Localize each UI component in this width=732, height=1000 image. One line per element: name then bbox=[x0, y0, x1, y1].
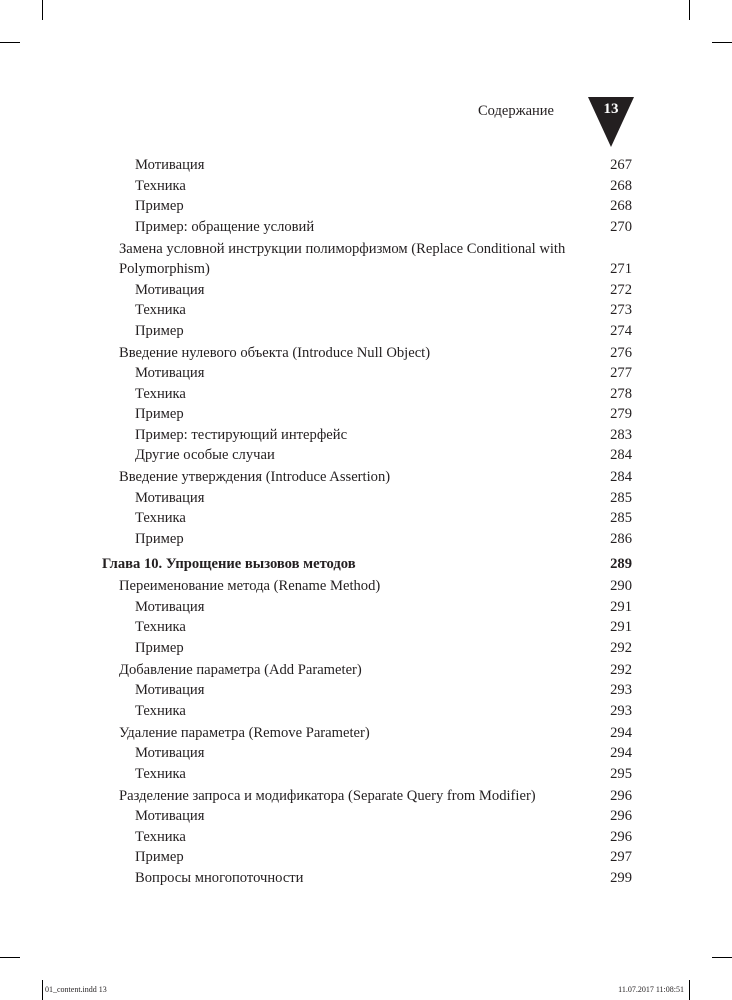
toc-section bbox=[102, 660, 632, 681]
toc-entry-title: Техника bbox=[135, 828, 186, 845]
toc-entry-title: Мотивация bbox=[135, 745, 205, 761]
toc-subsection bbox=[102, 597, 632, 618]
toc-subsection bbox=[102, 300, 632, 321]
toc-section bbox=[102, 239, 632, 280]
crop-mark bbox=[0, 42, 20, 43]
toc-entry-page: 283 bbox=[610, 426, 632, 443]
toc-entry-page: 289 bbox=[610, 556, 632, 572]
toc-entry-title: Мотивация bbox=[135, 682, 205, 698]
toc-entry-page: 279 bbox=[610, 406, 632, 422]
toc-subsection bbox=[102, 508, 632, 529]
crop-mark bbox=[689, 0, 690, 20]
toc-subsection bbox=[102, 827, 632, 848]
toc-entry-title: Пример: обращение условий bbox=[135, 218, 315, 235]
crop-mark bbox=[0, 957, 20, 958]
toc-entry-title: Техника bbox=[135, 619, 186, 635]
crop-mark bbox=[689, 980, 690, 1000]
toc-entry-title: Пример bbox=[135, 849, 184, 865]
toc-entry-page: 270 bbox=[610, 218, 632, 235]
toc-entry-page: 284 bbox=[610, 469, 632, 485]
toc-entry-page: 276 bbox=[610, 344, 632, 361]
toc-entry-title: Мотивация bbox=[135, 598, 205, 615]
toc-entry-title: Переименование метода (Rename Method) bbox=[119, 578, 381, 594]
toc-entry-page: 277 bbox=[610, 365, 632, 381]
toc-subsection bbox=[102, 806, 632, 827]
toc-subsection bbox=[102, 764, 632, 785]
toc-entry-page: 296 bbox=[610, 808, 632, 824]
footer-timestamp: 11.07.2017 11:08:51 bbox=[618, 985, 684, 994]
toc-entry-page: 286 bbox=[610, 530, 632, 547]
toc-entry-title: Введение нулевого объекта (Introduce Null Object) bbox=[119, 344, 431, 361]
toc-entry-page: 290 bbox=[610, 578, 632, 594]
crop-mark bbox=[42, 0, 43, 20]
toc-subsection bbox=[102, 847, 632, 868]
toc-entry-title: Мотивация bbox=[135, 365, 205, 381]
toc-entry-title: Разделение запроса и модификатора (Separate Query from Modifier) bbox=[119, 787, 536, 804]
toc-entry-title: Пример bbox=[135, 530, 184, 547]
toc-entry-title: Пример bbox=[135, 198, 184, 214]
toc-entry-title: Вопросы многопоточности bbox=[135, 869, 304, 886]
toc-entry-title: Пример bbox=[135, 406, 184, 422]
toc-section bbox=[102, 343, 632, 364]
toc-entry-title: Пример bbox=[135, 322, 184, 339]
toc-entry-page: 295 bbox=[610, 765, 632, 782]
toc-subsection bbox=[102, 404, 632, 425]
toc-subsection bbox=[102, 155, 632, 176]
toc-entry-title: Введение утверждения (Introduce Assertion) bbox=[119, 469, 391, 485]
toc-subsection bbox=[102, 638, 632, 659]
footer-file: 01_content.indd 13 bbox=[45, 985, 107, 994]
toc-entry-page: 299 bbox=[610, 869, 632, 886]
toc-section bbox=[102, 786, 632, 807]
toc-subsection bbox=[102, 176, 632, 197]
toc-entry-title: Другие особые случаи bbox=[135, 447, 275, 463]
toc-entry-title: Глава 10. Упрощение вызовов методов bbox=[102, 556, 356, 572]
toc-entry-title: Пример: тестирующий интерфейс bbox=[135, 426, 348, 443]
toc-subsection bbox=[102, 701, 632, 722]
toc-entry-title: Добавление параметра (Add Parameter) bbox=[119, 661, 362, 678]
toc-subsection bbox=[102, 488, 632, 509]
crop-mark bbox=[42, 980, 43, 1000]
toc-subsection bbox=[102, 680, 632, 701]
toc-entry-title: Техника bbox=[135, 765, 186, 782]
toc-section bbox=[102, 467, 632, 488]
toc-entry-title: Техника bbox=[135, 702, 186, 719]
toc-section bbox=[102, 723, 632, 744]
toc-entry-title: Мотивация bbox=[135, 489, 205, 506]
toc-subsection bbox=[102, 321, 632, 342]
toc-subsection bbox=[102, 617, 632, 638]
crop-mark bbox=[712, 957, 732, 958]
toc-entry-page: 291 bbox=[610, 598, 632, 615]
toc-entry-page: 291 bbox=[610, 619, 632, 635]
toc-entry-page: 274 bbox=[610, 322, 632, 339]
toc-subsection bbox=[102, 445, 632, 466]
toc-entry-page: 292 bbox=[610, 661, 632, 678]
toc-entry-title: Замена условной инструкции полиморфизмом (Replace Conditional with Polymorphism) bbox=[119, 240, 566, 277]
toc-entry-page: 268 bbox=[610, 198, 632, 214]
toc-entry-page: 297 bbox=[610, 849, 632, 865]
toc-subsection bbox=[102, 217, 632, 238]
toc-entry-title: Мотивация bbox=[135, 808, 205, 824]
toc-entry-page: 294 bbox=[610, 724, 632, 741]
toc-entry-page: 296 bbox=[610, 787, 632, 804]
toc-entry-page: 278 bbox=[610, 385, 632, 402]
toc-subsection bbox=[102, 868, 632, 889]
table-of-contents bbox=[102, 155, 632, 888]
toc-entry-page: 296 bbox=[610, 828, 632, 845]
toc-entry-title: Техника bbox=[135, 385, 186, 402]
toc-subsection bbox=[102, 363, 632, 384]
toc-section bbox=[102, 576, 632, 597]
toc-chapter bbox=[102, 554, 632, 575]
toc-entry-title: Удаление параметра (Remove Parameter) bbox=[119, 724, 370, 741]
running-header: Содержание bbox=[478, 103, 554, 119]
toc-entry-page: 293 bbox=[610, 702, 632, 719]
toc-subsection bbox=[102, 196, 632, 217]
toc-entry-title: Техника bbox=[135, 177, 186, 194]
toc-subsection bbox=[102, 425, 632, 446]
toc-entry-title: Техника bbox=[135, 302, 186, 318]
toc-subsection bbox=[102, 384, 632, 405]
toc-entry-page: 273 bbox=[610, 302, 632, 318]
toc-entry-title: Пример bbox=[135, 639, 184, 656]
toc-entry-page: 285 bbox=[610, 510, 632, 526]
toc-subsection bbox=[102, 743, 632, 764]
toc-entry-page: 292 bbox=[610, 639, 632, 656]
toc-entry-page: 293 bbox=[610, 682, 632, 698]
toc-entry-page: 267 bbox=[610, 157, 632, 173]
toc-subsection bbox=[102, 280, 632, 301]
toc-entry-title: Мотивация bbox=[135, 281, 205, 298]
toc-entry-page: 272 bbox=[610, 281, 632, 298]
crop-mark bbox=[712, 42, 732, 43]
toc-entry-page: 271 bbox=[610, 261, 632, 277]
toc-entry-page: 268 bbox=[610, 177, 632, 194]
toc-entry-title: Мотивация bbox=[135, 157, 205, 173]
page-number: 13 bbox=[603, 101, 619, 117]
toc-entry-page: 285 bbox=[610, 489, 632, 506]
toc-entry-title: Техника bbox=[135, 510, 186, 526]
toc-entry-page: 294 bbox=[610, 745, 632, 761]
toc-entry-page: 284 bbox=[610, 447, 632, 463]
toc-subsection bbox=[102, 529, 632, 550]
